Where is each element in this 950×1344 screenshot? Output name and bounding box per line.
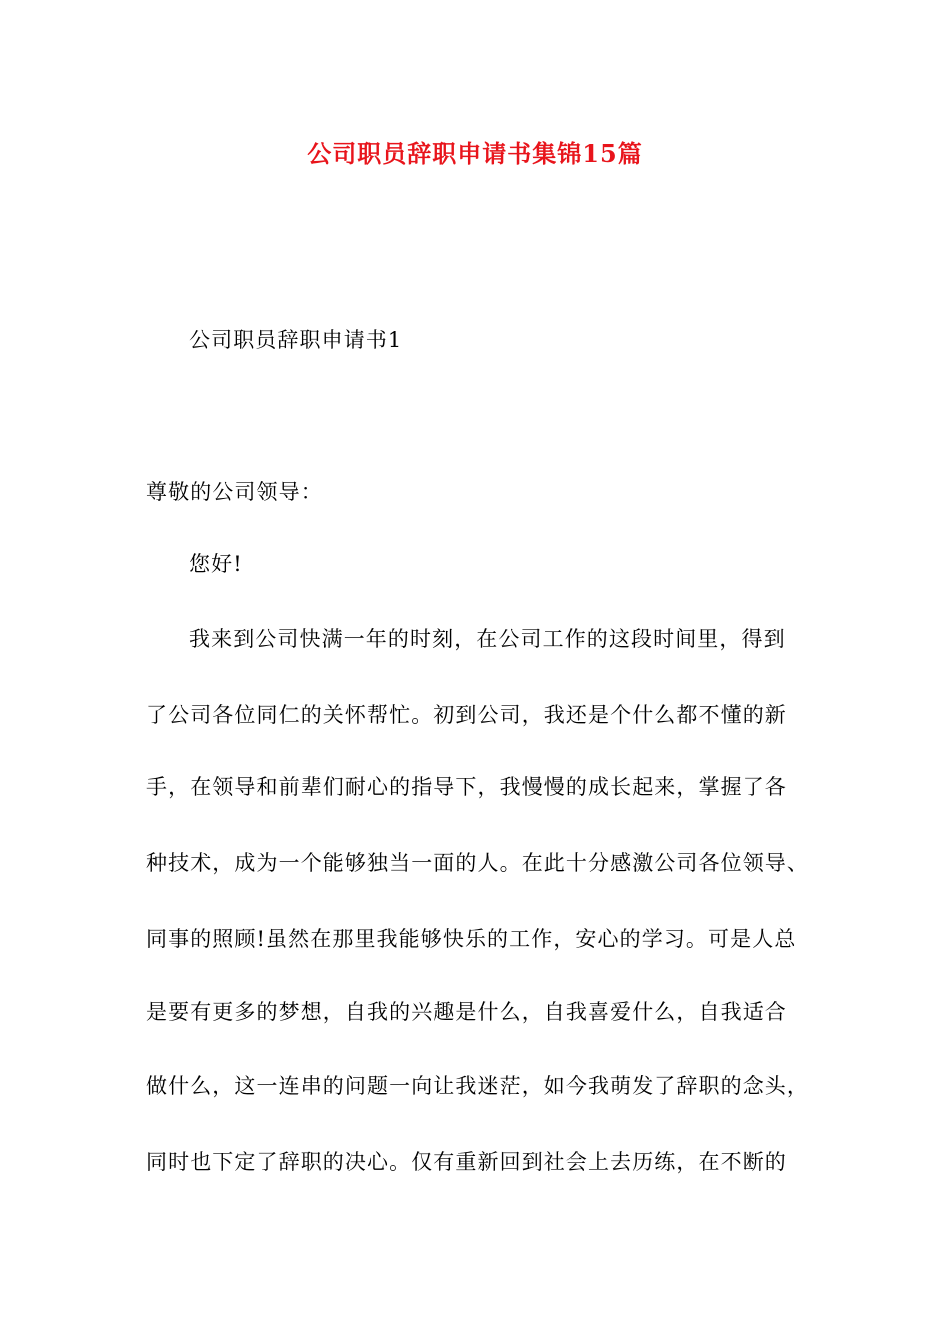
body-line-5: 同事的照顾!虽然在那里我能够快乐的工作，安心的学习。可是人总 xyxy=(146,927,797,951)
body-line-4: 种技术，成为一个能够独当一面的人。在此十分感激公司各位领导、 xyxy=(146,851,809,875)
body-line-6: 是要有更多的梦想，自我的兴趣是什么，自我喜爱什么，自我适合 xyxy=(146,1000,787,1024)
body-line-2: 了公司各位同仁的关怀帮忙。初到公司，我还是个什么都不懂的新 xyxy=(146,703,787,727)
body-line-1: 我来到公司快满一年的时刻，在公司工作的这段时间里，得到 xyxy=(189,627,786,651)
body-line-8: 同时也下定了辞职的决心。仅有重新回到社会上去历练，在不断的 xyxy=(146,1150,787,1174)
body-line-3: 手，在领导和前辈们耐心的指导下，我慢慢的成长起来，掌握了各 xyxy=(146,775,787,799)
document-title: 公司职员辞职申请书集锦15篇 xyxy=(307,139,643,168)
salutation: 尊敬的公司领导： xyxy=(146,480,323,504)
body-line-7: 做什么，这一连串的问题一向让我迷茫，如今我萌发了辞职的念头， xyxy=(146,1074,809,1098)
greeting: 您好! xyxy=(189,552,243,576)
section-heading: 公司职员辞职申请书1 xyxy=(189,328,403,352)
